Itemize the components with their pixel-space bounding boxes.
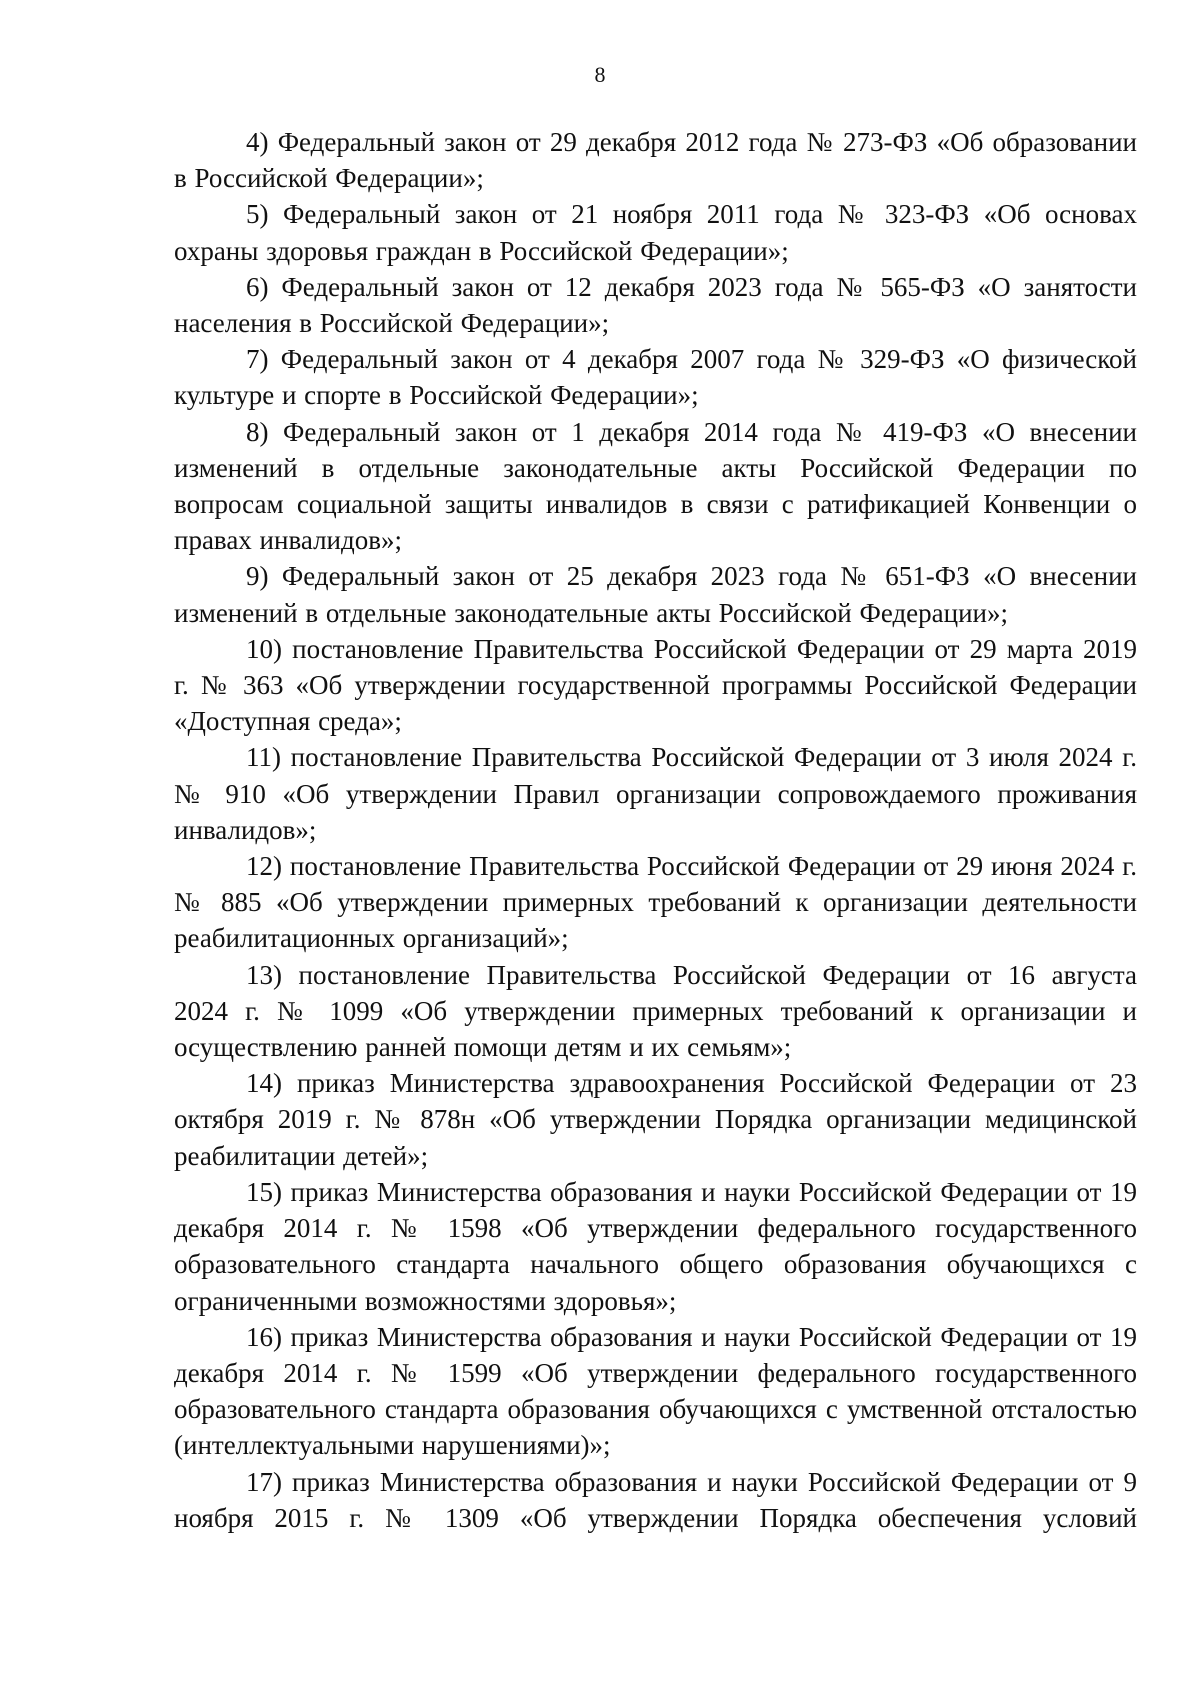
list-item: 15) приказ Министерства образования и науки Российской Федерации от 19 декабря 2014 г. № 1598 «Об утверждении федерального государственного образовательного стандарта начального общего образования обучающихся с ограниченными возможностями здоровья»; xyxy=(174,1176,1137,1316)
list-item: 6) Федеральный закон от 12 декабря 2023 года № 565-ФЗ «О занятости населения в Российской Федерации»; xyxy=(174,271,1137,339)
list-item: 12) постановление Правительства Российской Федерации от 29 июня 2024 г. № 885 «Об утверждении примерных требований к организации деятельности реабилитационных организаций»; xyxy=(174,851,1137,954)
list-item: 16) приказ Министерства образования и науки Российской Федерации от 19 декабря 2014 г. № 1599 «Об утверждении федерального государственного образовательного стандарта образования обучающихся с умственной отсталостью (интеллектуальными нарушениями)»; xyxy=(174,1321,1137,1461)
list-item: 7) Федеральный закон от 4 декабря 2007 года № 329-ФЗ «О физической культуре и спорте в Российской Федерации»; xyxy=(174,344,1137,411)
list-item: 8) Федеральный закон от 1 декабря 2014 года № 419-ФЗ «О внесении изменений в отдельные законодательные акты Российской Федерации по вопросам социальной защиты инвалидов в связи с ратификацией Конвенции о правах инвалидов»; xyxy=(174,416,1137,556)
list-item: 10) постановление Правительства Российской Федерации от 29 марта 2019 г. № 363 «Об утверждении государственной программы Российской Федерации «Доступная среда»; xyxy=(174,633,1137,737)
list-item: 5) Федеральный закон от 21 ноября 2011 года № 323-ФЗ «Об основах охраны здоровья граждан в Российской Федерации»; xyxy=(174,199,1137,266)
legal-acts-list xyxy=(174,124,1137,1536)
list-item: 11) постановление Правительства Российской Федерации от 3 июля 2024 г. № 910 «Об утверждении Правил организации сопровождаемого проживания инвалидов»; xyxy=(174,742,1137,845)
page-number: 8 xyxy=(594,62,606,87)
list-item: 13) постановление Правительства Российской Федерации от 16 августа 2024 г. № 1099 «Об утверждении примерных требований к организации и осуществлению ранней помощи детям и их семьям»; xyxy=(174,959,1137,1063)
list-item: 14) приказ Министерства здравоохранения Российской Федерации от 23 октября 2019 г. № 878н «Об утверждении Порядка организации медицинской реабилитации детей»; xyxy=(174,1068,1137,1171)
list-item: 17) приказ Министерства образования и науки Российской Федерации от 9 ноября 2015 г. № 1309 «Об утверждении Порядка обеспечения условий xyxy=(174,1466,1137,1533)
list-item: 9) Федеральный закон от 25 декабря 2023 года № 651-ФЗ «О внесении изменений в отдельные законодательные акты Российской Федерации»; xyxy=(174,561,1137,628)
list-item: 4) Федеральный закон от 29 декабря 2012 года № 273-ФЗ «Об образовании в Российской Федерации»; xyxy=(174,127,1137,194)
